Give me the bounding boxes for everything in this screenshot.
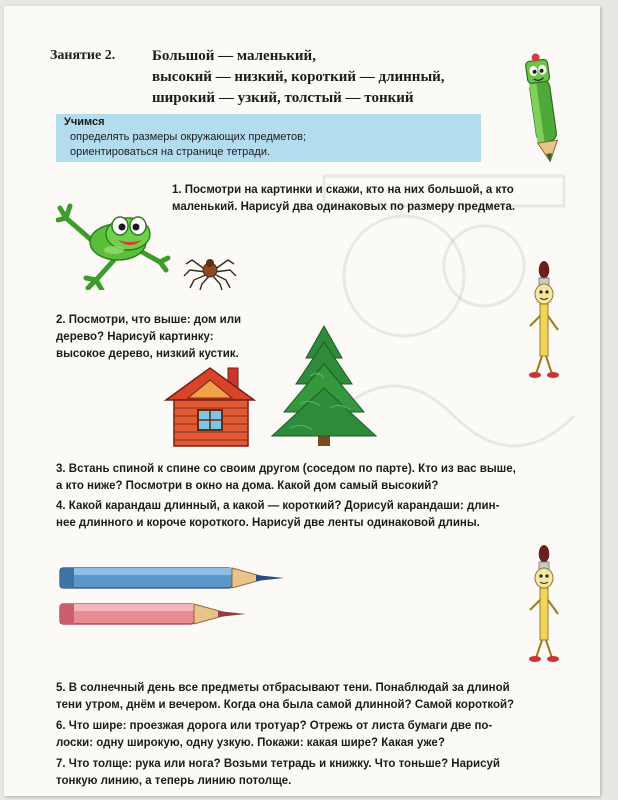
pencils-image <box>56 562 288 634</box>
task-line: 4. Какой карандаш длинный, а какой — короткий? Дорисуй карандаши: длин- <box>56 500 500 512</box>
long-blue-pencil <box>60 568 284 588</box>
task-line: высокое дерево, низкий кустик. <box>56 348 239 360</box>
task-line: тонкую линию, а теперь линию потолще. <box>56 775 292 787</box>
task-5 <box>56 680 514 714</box>
task-1 <box>172 182 515 216</box>
lesson-number: Занятие 2. <box>50 48 116 63</box>
task-line: нее длинного и короче короткого. Нарисуй две ленты одинаковой длины. <box>56 517 480 529</box>
brush-mascot-image <box>526 260 562 380</box>
lesson-title-line: высокий — низкий, короткий — длинный, <box>152 69 445 85</box>
green-pencil-mascot-image <box>519 50 567 168</box>
task-line: а кто ниже? Посмотри в окно на дома. Какой дом самый высокий? <box>56 480 439 492</box>
spider-image <box>182 250 240 290</box>
task-line: 3. Встань спиной к спине со своим другом (соседом по парте). Кто из вас выше, <box>56 463 516 475</box>
task-line: 5. В солнечный день все предметы отбрасывают тени. Понаблюдай за длиной <box>56 682 510 694</box>
short-pink-pencil <box>60 604 246 624</box>
task-3 <box>56 461 516 495</box>
task-2 <box>56 312 241 363</box>
task-line: 7. Что толще: рука или нога? Возьми тетрадь и книжку. Что тоньше? Нарисуй <box>56 758 500 770</box>
lesson-title <box>152 46 445 109</box>
task-line: 1. Посмотри на картинки и скажи, кто на них большой, а кто <box>172 184 514 196</box>
lesson-title-line: Большой — маленький, <box>152 48 316 64</box>
task-line: маленький. Нарисуй два одинаковых по размеру предмета. <box>172 201 516 213</box>
task-line: лоски: одну широкую, одну узкую. Покажи: какая шире? Какая уже? <box>56 737 445 749</box>
frog-image <box>56 198 174 290</box>
task-line: 6. Что шире: проезжая дорога или тротуар? Отрежь от листа бумаги две по- <box>56 720 493 732</box>
task-6 <box>56 718 492 752</box>
learning-goals-heading: Учимся <box>64 116 105 128</box>
lesson-title-line: широкий — узкий, толстый — тонкий <box>152 90 414 106</box>
fir-tree-image <box>270 324 378 450</box>
task-line: дерево? Нарисуй картинку: <box>56 331 214 343</box>
task-line: 2. Посмотри, что выше: дом или <box>56 314 242 326</box>
brush-mascot-image <box>526 544 562 664</box>
task-line: тени утром, днём и вечером. Когда она была самой длинной? Самой короткой? <box>56 699 515 711</box>
log-house-image <box>162 360 260 450</box>
workbook-page <box>4 6 600 796</box>
learning-goal-item: ориентироваться на странице тетради. <box>70 146 271 158</box>
task-7 <box>56 756 500 790</box>
learning-goal-item: определять размеры окружающих предметов; <box>70 131 306 143</box>
task-4 <box>56 498 499 532</box>
